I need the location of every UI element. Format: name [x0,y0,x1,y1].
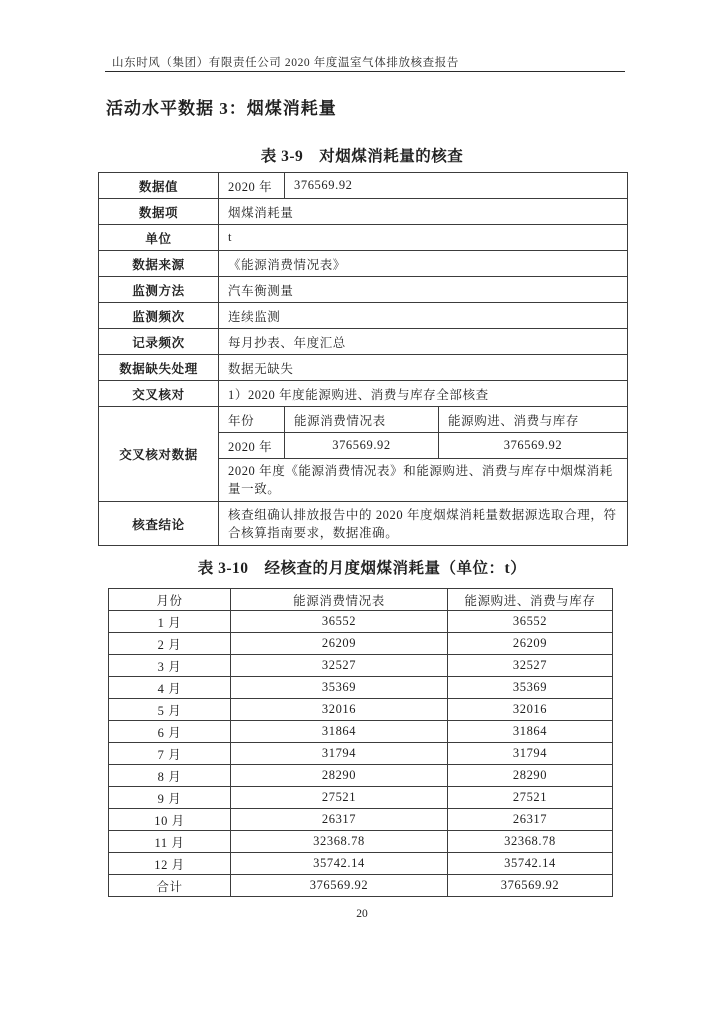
purchase-value-cell: 35742.14 [448,853,613,875]
consumption-value-cell: 32527 [231,655,448,677]
purchase-value-cell: 31864 [448,721,613,743]
purchase-value-cell: 32368.78 [448,831,613,853]
table10-data-row [109,875,613,897]
table10-data-row [109,765,613,787]
month-cell: 4 月 [109,677,231,699]
table10-data-row [109,831,613,853]
consumption-value-cell: 32368.78 [231,831,448,853]
purchase-value-cell: 31794 [448,743,613,765]
row-value-cell: 《能源消费情况表》 [219,251,628,277]
row-value-cell: t [219,225,628,251]
consumption-value-cell: 31794 [231,743,448,765]
data-value-cell: 376569.92 [285,173,628,199]
row-value-cell: 连续监测 [219,303,628,329]
month-cell: 2 月 [109,633,231,655]
purchase-value-cell: 28290 [448,765,613,787]
table10-header-row [109,589,613,611]
cc-col-consumption: 能源消费情况表 [285,407,439,433]
table10-data-row [109,699,613,721]
month-cell: 10 月 [109,809,231,831]
consumption-value-cell: 28290 [231,765,448,787]
row-label: 数据值 [99,173,219,199]
purchase-value-cell: 26209 [448,633,613,655]
header-rule [105,71,625,72]
table9-row [99,199,628,225]
table10-data-row [109,853,613,875]
table10-data-row [109,721,613,743]
month-cell: 7 月 [109,743,231,765]
month-cell: 1 月 [109,611,231,633]
table9-verification-table [98,172,628,546]
row-label: 单位 [99,225,219,251]
table9-caption: 表 3-9 对烟煤消耗量的核查 [260,148,464,165]
row-label: 记录频次 [99,329,219,355]
purchase-value-cell: 376569.92 [448,875,613,897]
data-year-cell: 2020 年 [219,173,285,199]
page-number: 20 [356,908,368,920]
cross-check-header-row [99,407,628,433]
purchase-value-cell: 27521 [448,787,613,809]
purchase-value-cell: 36552 [448,611,613,633]
cc-year-cell: 2020 年 [219,433,285,459]
month-cell: 5 月 [109,699,231,721]
purchase-value-cell: 35369 [448,677,613,699]
table10-data-row [109,677,613,699]
column-header: 能源消费情况表 [231,589,448,611]
month-cell: 8 月 [109,765,231,787]
table9-row [99,355,628,381]
month-cell: 11 月 [109,831,231,853]
consumption-value-cell: 35742.14 [231,853,448,875]
table9-row [99,225,628,251]
row-value-cell: 汽车衡测量 [219,277,628,303]
purchase-value-cell: 26317 [448,809,613,831]
row-label: 监测频次 [99,303,219,329]
row-label: 交叉核对 [99,381,219,407]
table10-data-row [109,787,613,809]
column-header: 月份 [109,589,231,611]
month-cell: 合计 [109,875,231,897]
table10-monthly-table [108,588,613,897]
purchase-value-cell: 32527 [448,655,613,677]
cc-col-purchase: 能源购进、消费与库存 [439,407,628,433]
month-cell: 9 月 [109,787,231,809]
row-label: 监测方法 [99,277,219,303]
row-value-cell: 烟煤消耗量 [219,199,628,225]
table9-row [99,329,628,355]
table9-row [99,251,628,277]
consumption-value-cell: 26209 [231,633,448,655]
running-header: 山东时风（集团）有限责任公司 2020 年度温室气体排放核查报告 [112,57,459,69]
column-header: 能源购进、消费与库存 [448,589,613,611]
consumption-value-cell: 31864 [231,721,448,743]
row-label: 数据缺失处理 [99,355,219,381]
consumption-value-cell: 36552 [231,611,448,633]
section-title: 活动水平数据 3：烟煤消耗量 [106,99,337,118]
table9-row [99,381,628,407]
consumption-value-cell: 27521 [231,787,448,809]
purchase-value-cell: 32016 [448,699,613,721]
table10-data-row [109,809,613,831]
row-label: 数据来源 [99,251,219,277]
month-cell: 12 月 [109,853,231,875]
row-label: 数据项 [99,199,219,225]
row-value-cell: 数据无缺失 [219,355,628,381]
table10-data-row [109,611,613,633]
cc-note-cell: 2020 年度《能源消费情况表》和能源购进、消费与库存中烟煤消耗量一致。 [219,459,628,502]
row-label: 核查结论 [99,502,219,546]
conclusion-row [99,502,628,546]
month-cell: 6 月 [109,721,231,743]
row-label: 交叉核对数据 [99,407,219,502]
table10-data-row [109,655,613,677]
table9-row [99,303,628,329]
table9-row [99,277,628,303]
table10-data-row [109,633,613,655]
cc-col-year: 年份 [219,407,285,433]
cc-value-cell: 376569.92 [285,433,439,459]
table9-row [99,173,628,199]
row-value-cell: 每月抄表、年度汇总 [219,329,628,355]
table10-data-row [109,743,613,765]
cc-value-cell: 376569.92 [439,433,628,459]
consumption-value-cell: 35369 [231,677,448,699]
table10-caption: 表 3-10 经核查的月度烟煤消耗量（单位：t） [197,560,527,577]
row-value-cell: 1）2020 年度能源购进、消费与库存全部核查 [219,381,628,407]
month-cell: 3 月 [109,655,231,677]
consumption-value-cell: 376569.92 [231,875,448,897]
consumption-value-cell: 32016 [231,699,448,721]
conclusion-cell: 核查组确认排放报告中的 2020 年度烟煤消耗量数据源选取合理，符合核算指南要求，数据准确。 [219,502,628,546]
consumption-value-cell: 26317 [231,809,448,831]
